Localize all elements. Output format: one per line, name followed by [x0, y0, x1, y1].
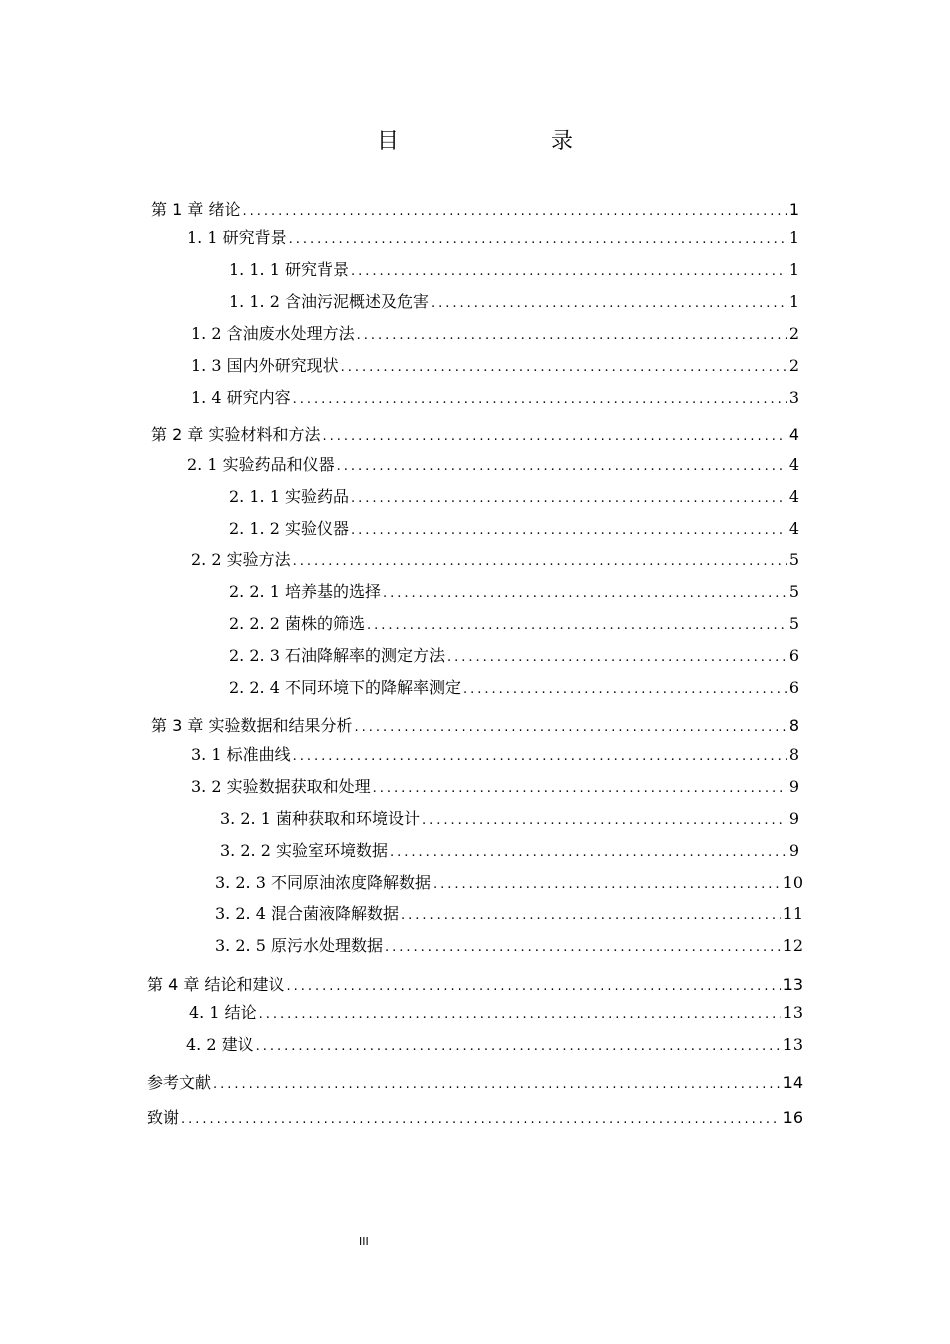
toc-entry[interactable]	[147, 1107, 803, 1129]
toc-entry[interactable]	[187, 454, 799, 476]
dot-leader	[463, 679, 787, 701]
dot-leader	[373, 778, 787, 800]
dot-leader	[322, 426, 786, 448]
dot-leader	[357, 325, 787, 347]
toc-entry-page: 14	[782, 1073, 803, 1092]
toc-entry[interactable]	[215, 872, 803, 894]
dot-leader	[286, 976, 780, 998]
toc-entry-label: 致谢	[147, 1108, 180, 1127]
toc-entry[interactable]	[229, 259, 799, 281]
toc-entry[interactable]	[191, 323, 799, 345]
toc-entry[interactable]	[220, 808, 799, 830]
toc-entry[interactable]	[191, 355, 799, 377]
toc-entry-page: 6	[788, 646, 799, 665]
toc-entry-label: 2. 1. 2 实验仪器	[229, 519, 349, 538]
toc-entry-page: 9	[788, 841, 799, 860]
toc-entry-label: 第 4 章 结论和建议	[147, 975, 285, 994]
toc-entry-page: 8	[788, 745, 799, 764]
toc-entry-label: 第 1 章 绪论	[151, 200, 241, 219]
toc-entry-label: 2. 2. 2 菌株的筛选	[229, 614, 365, 633]
toc-entry[interactable]	[187, 227, 799, 249]
toc-entry-page: 4	[788, 455, 799, 474]
toc-entry-page: 5	[788, 614, 799, 633]
dot-leader	[337, 456, 787, 478]
toc-entry[interactable]	[215, 903, 803, 925]
toc-entry-page: 4	[788, 519, 799, 538]
toc-entry[interactable]	[189, 1002, 803, 1024]
toc-entry[interactable]	[229, 677, 799, 699]
dot-leader	[385, 937, 781, 959]
toc-entry[interactable]	[151, 715, 799, 737]
toc-entry[interactable]	[229, 518, 799, 540]
toc-entry-label: 2. 1. 1 实验药品	[229, 487, 349, 506]
dot-leader	[293, 389, 787, 411]
toc-entry[interactable]	[229, 581, 799, 603]
toc-entry-page: 4	[788, 487, 799, 506]
toc-entry[interactable]	[147, 1072, 803, 1094]
dot-leader	[422, 810, 787, 832]
dot-leader	[293, 551, 787, 573]
toc-entry-label: 3. 2. 4 混合菌液降解数据	[215, 904, 399, 923]
toc-entry-page: 11	[782, 904, 803, 923]
toc-entry-page: 3	[788, 388, 799, 407]
toc-entry[interactable]	[229, 613, 799, 635]
toc-entry[interactable]	[191, 744, 799, 766]
toc-entry-label: 1. 1. 1 研究背景	[229, 260, 349, 279]
toc-entry-label: 第 3 章 实验数据和结果分析	[151, 716, 353, 735]
toc-entry-label: 3. 2. 1 菌种获取和环境设计	[220, 809, 420, 828]
dot-leader	[256, 1036, 781, 1058]
toc-entry-label: 参考文献	[147, 1073, 212, 1092]
toc-entry-label: 1. 3 国内外研究现状	[191, 356, 339, 375]
toc-entry[interactable]	[229, 291, 799, 313]
toc-entry-page: 2	[788, 356, 799, 375]
toc-entry-label: 2. 2. 3 石油降解率的测定方法	[229, 646, 445, 665]
toc-entry-label: 4. 1 结论	[189, 1003, 257, 1022]
toc-entry-page: 5	[788, 582, 799, 601]
dot-leader	[289, 229, 787, 251]
toc-entry-label: 3. 2. 3 不同原油浓度降解数据	[215, 873, 431, 892]
toc-entry-page: 2	[788, 324, 799, 343]
toc-entry-page: 13	[782, 1035, 803, 1054]
dot-leader	[242, 201, 786, 223]
toc-entry[interactable]	[191, 776, 799, 798]
toc-entry-label: 2. 2. 4 不同环境下的降解率测定	[229, 678, 461, 697]
dot-leader	[433, 874, 781, 896]
toc-entry-page: 6	[788, 678, 799, 697]
dot-leader	[351, 488, 787, 510]
toc-entry-label: 2. 2. 1 培养基的选择	[229, 582, 381, 601]
toc-entry-page: 12	[782, 936, 803, 955]
toc-entry-page: 9	[788, 809, 799, 828]
toc-entry-label: 3. 2. 5 原污水处理数据	[215, 936, 383, 955]
dot-leader	[383, 583, 787, 605]
toc-entry-page: 4	[788, 425, 799, 444]
toc-entry-label: 1. 1 研究背景	[187, 228, 287, 247]
toc-entry-page: 1	[788, 260, 799, 279]
toc-entry[interactable]	[147, 974, 803, 996]
dot-leader	[390, 842, 787, 864]
toc-entry[interactable]	[215, 935, 803, 957]
page-title: 目 录	[376, 129, 609, 154]
toc-entry-page: 8	[788, 716, 799, 735]
toc-entry-page: 13	[782, 975, 803, 994]
toc-entry-label: 4. 2 建议	[186, 1035, 254, 1054]
toc-entry[interactable]	[220, 840, 799, 862]
dot-leader	[447, 647, 787, 669]
toc-entry-label: 1. 2 含油废水处理方法	[191, 324, 355, 343]
dot-leader	[213, 1074, 781, 1096]
toc-entry-page: 10	[782, 873, 803, 892]
toc-entry-label: 3. 1 标准曲线	[191, 745, 291, 764]
toc-entry-label: 第 2 章 实验材料和方法	[151, 425, 321, 444]
dot-leader	[351, 520, 787, 542]
toc-entry-label: 3. 2 实验数据获取和处理	[191, 777, 371, 796]
dot-leader	[367, 615, 787, 637]
toc-entry[interactable]	[191, 387, 799, 409]
toc-entry[interactable]	[151, 199, 799, 221]
dot-leader	[431, 293, 787, 315]
toc-entry-label: 3. 2. 2 实验室环境数据	[220, 841, 388, 860]
toc-entry-page: 13	[782, 1003, 803, 1022]
toc-entry-page: 5	[788, 550, 799, 569]
toc-entry[interactable]	[186, 1034, 803, 1056]
dot-leader	[351, 261, 787, 283]
toc-entry-label: 1. 4 研究内容	[191, 388, 291, 407]
toc-entry-page: 1	[788, 292, 799, 311]
dot-leader	[293, 746, 787, 768]
toc-entry-label: 2. 2 实验方法	[191, 550, 291, 569]
dot-leader	[401, 905, 781, 927]
dot-leader	[341, 357, 787, 379]
toc-entry-label: 1. 1. 2 含油污泥概述及危害	[229, 292, 429, 311]
page-number: III	[359, 1235, 369, 1248]
dot-leader	[259, 1004, 781, 1026]
toc-entry-label: 2. 1 实验药品和仪器	[187, 455, 335, 474]
dot-leader	[354, 717, 786, 739]
toc-entry[interactable]	[151, 424, 799, 446]
toc-entry-page: 1	[788, 228, 799, 247]
toc-entry-page: 1	[788, 200, 799, 219]
toc-entry-page: 9	[788, 777, 799, 796]
toc-entry[interactable]	[191, 549, 799, 571]
dot-leader	[181, 1109, 781, 1131]
toc-entry-page: 16	[782, 1108, 803, 1127]
toc-entry[interactable]	[229, 645, 799, 667]
toc-entry[interactable]	[229, 486, 799, 508]
